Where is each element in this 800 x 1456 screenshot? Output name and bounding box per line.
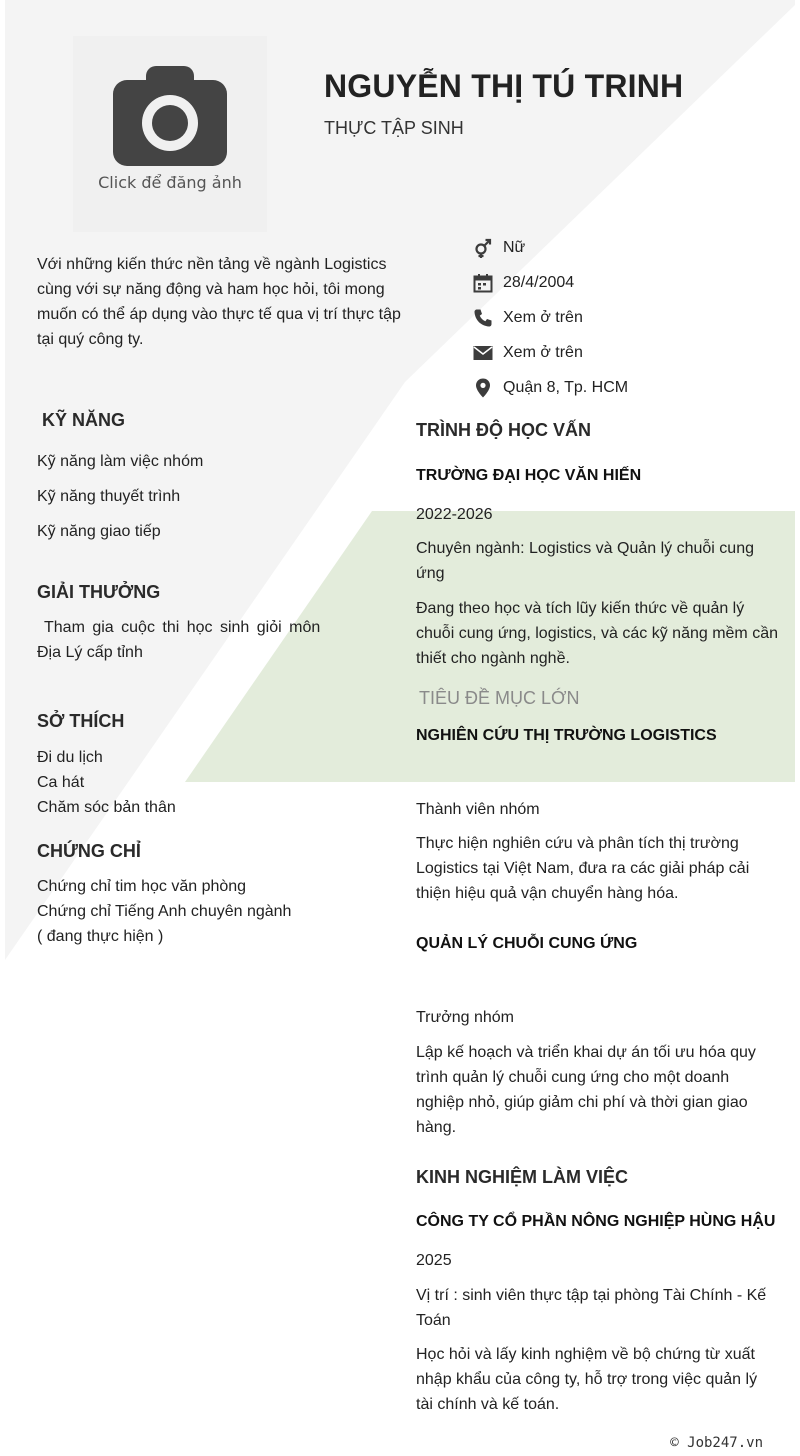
contact-phone-text: Xem ở trên bbox=[503, 308, 583, 326]
education-major: Chuyên ngành: Logistics và Quản lý chuỗi cung ứng bbox=[416, 540, 754, 582]
contact-birthday bbox=[472, 265, 772, 300]
experience-year: 2025 bbox=[416, 1252, 452, 1269]
contact-gender bbox=[472, 230, 772, 265]
skill-item: Kỹ năng làm việc nhóm bbox=[37, 453, 204, 470]
hobby-item: Ca hát bbox=[37, 774, 85, 791]
gender-icon bbox=[472, 237, 494, 259]
hobby-item: Đi du lịch bbox=[37, 749, 103, 766]
experience-position: Vị trí : sinh viên thực tập tại phòng Tài Chính - Kế Toán bbox=[416, 1287, 767, 1329]
project-1-description: Thực hiện nghiên cứu và phân tích thị trường Logistics tại Việt Nam, đưa ra các giải pháp cải thiện hiệu quả vận chuyển hàng hóa. bbox=[416, 835, 750, 902]
experience-company: CÔNG TY CỔ PHẦN NÔNG NGHIỆP HÙNG HẬU bbox=[416, 1213, 776, 1230]
project-1-name: NGHIÊN CỨU THỊ TRƯỜNG LOGISTICS bbox=[416, 727, 717, 744]
project-2-description: Lập kế hoạch và triển khai dự án tối ưu hóa quy trình quản lý chuỗi cung ứng cho một doanh nghiệp nhỏ, giúp giảm chi phí và thời gian giao hàng. bbox=[416, 1044, 756, 1136]
certificates-list bbox=[37, 874, 291, 949]
certificates-heading: CHỨNG CHỈ bbox=[37, 841, 141, 861]
location-pin-icon bbox=[472, 377, 494, 399]
photo-upload-placeholder[interactable] bbox=[73, 36, 267, 232]
contact-email bbox=[472, 335, 772, 370]
footer-watermark: © Job247.vn bbox=[670, 1435, 763, 1451]
contact-address-text: Quận 8, Tp. HCM bbox=[503, 378, 629, 396]
certificate-item: Chứng chỉ Tiếng Anh chuyên ngành bbox=[37, 903, 292, 920]
experience-heading: KINH NGHIỆM LÀM VIỆC bbox=[416, 1167, 629, 1187]
education-school: TRƯỜNG ĐẠI HỌC VĂN HIẾN bbox=[416, 467, 642, 484]
contact-address bbox=[472, 370, 772, 405]
career-objective: Với những kiến thức nền tảng về ngành Logistics cùng với sự năng động và ham học hỏi, tôi mong muốn có thể áp dụng vào thực tế qua vị trí thực tập tại quý công ty. bbox=[37, 256, 401, 348]
hobby-item: Chăm sóc bản thân bbox=[37, 799, 176, 816]
award-line-1: Tham gia cuộc thi học sinh giỏi môn bbox=[44, 619, 321, 636]
envelope-icon bbox=[472, 342, 494, 364]
award-line-2: Địa Lý cấp tỉnh bbox=[37, 644, 143, 661]
contact-email-text: Xem ở trên bbox=[503, 343, 583, 361]
education-heading: TRÌNH ĐỘ HỌC VẤN bbox=[416, 420, 591, 440]
skills-list bbox=[37, 444, 203, 549]
contact-birthday-text: 28/4/2004 bbox=[503, 273, 575, 291]
photo-caption: Click để đăng ảnh bbox=[98, 173, 242, 192]
camera-icon bbox=[111, 64, 229, 168]
contact-phone bbox=[472, 300, 772, 335]
contact-info bbox=[472, 230, 772, 405]
education-description: Đang theo học và tích lũy kiến thức về quản lý chuỗi cung ứng, logistics, và các kỹ năng mềm cần thiết cho ngành nghề. bbox=[416, 600, 778, 667]
phone-icon bbox=[472, 307, 494, 329]
calendar-icon bbox=[472, 272, 494, 294]
hobbies-heading: SỞ THÍCH bbox=[37, 711, 125, 731]
candidate-name: NGUYỄN THỊ TÚ TRINH bbox=[324, 68, 684, 104]
skills-heading: KỸ NĂNG bbox=[42, 410, 126, 430]
project-1-role: Thành viên nhóm bbox=[416, 801, 540, 818]
hobbies-list bbox=[37, 745, 176, 820]
certificate-item: Chứng chỉ tim học văn phòng bbox=[37, 878, 247, 895]
skill-item: Kỹ năng thuyết trình bbox=[37, 488, 181, 505]
projects-heading: TIÊU ĐỀ MỤC LỚN bbox=[419, 688, 580, 708]
experience-description: Học hỏi và lấy kinh nghiệm về bộ chứng từ xuất nhập khẩu của công ty, hỗ trợ trong việc quản lý tài chính và kế toán. bbox=[416, 1346, 758, 1413]
contact-gender-text: Nữ bbox=[503, 238, 526, 256]
certificate-item: ( đang thực hiện ) bbox=[37, 928, 164, 945]
skill-item: Kỹ năng giao tiếp bbox=[37, 523, 161, 540]
education-years: 2022-2026 bbox=[416, 506, 493, 523]
candidate-title: THỰC TẬP SINH bbox=[324, 118, 464, 138]
project-2-role: Trưởng nhóm bbox=[416, 1009, 514, 1026]
project-2-name: QUẢN LÝ CHUỖI CUNG ỨNG bbox=[416, 935, 638, 952]
awards-heading: GIẢI THƯỞNG bbox=[37, 582, 161, 602]
